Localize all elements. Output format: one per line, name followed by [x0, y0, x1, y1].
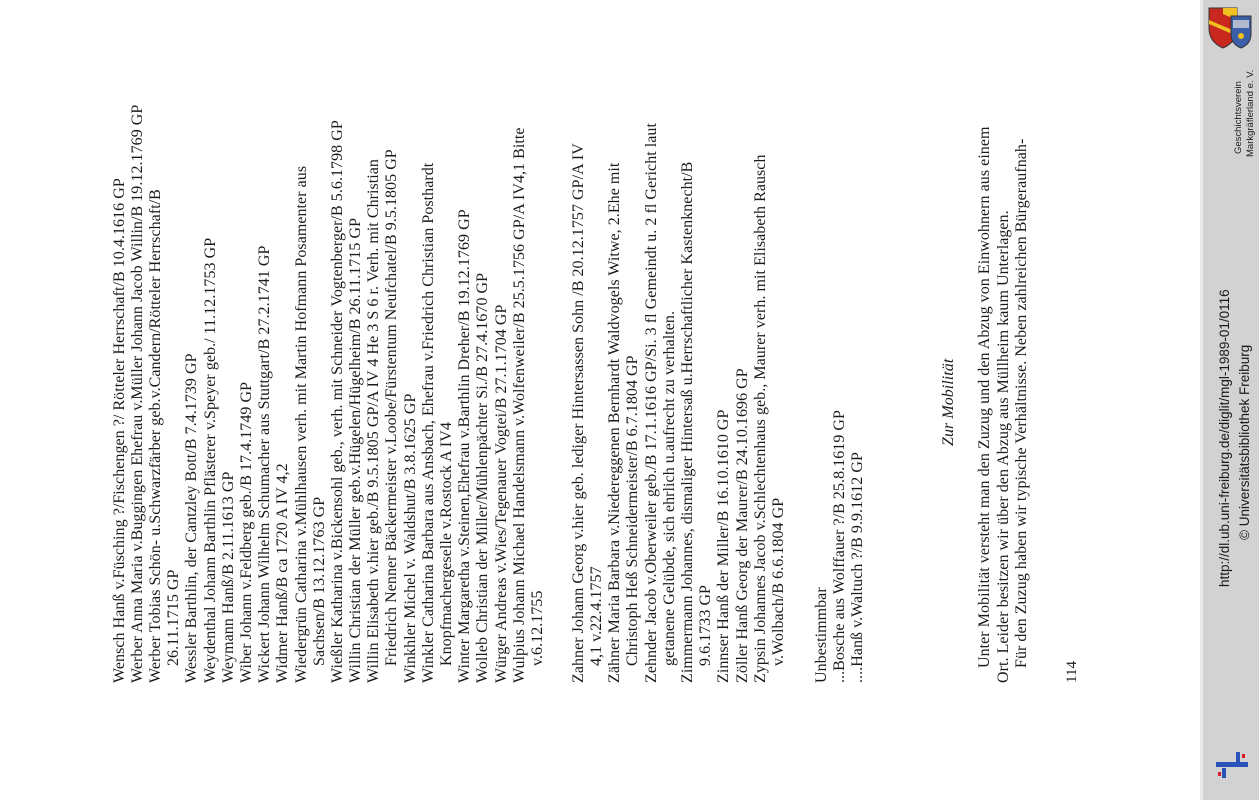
text-line: Werber Anna Maria v.Buggingen Ehefrau v.Müller Johann Jacob Willin/B 19.12.1769 GP [129, 104, 146, 683]
text-line: Wensch Hanß v.Füsching ?/Fischengen ?/ Rötteler Herrschaft/B 10.4.1616 GP [111, 178, 128, 683]
text-line: Weymann Hanß/B 2.11.1613 GP [220, 471, 237, 683]
text-line: Wiedergrün Catharina v.Mühlhausen verh. mit Martin Hofmann Posamenter aus [293, 165, 310, 683]
text-line: Weydenthal Johann Barthlin Pflästerer v.Speyer geb./ 11.12.1753 GP [202, 237, 219, 683]
text-line: Zahner Johann Georg v.hier geb. lediger Hintersassen Sohn /B 20.12.1757 GP/A IV [570, 143, 587, 683]
text-line: Winkhler Michel v. Waldshut/B 3.8.1625 GP [402, 393, 419, 683]
text-line: ...Bosche aus Wolffauer ?/B 25.8.1619 GP [831, 410, 848, 683]
text-line: getanene Gelübde, sich ehrlich u.aufrecht zu verhalten. [661, 310, 678, 666]
text-line: Werber Tobias Schön- u.Schwarzfärber geb.v.Candern/Rötteler Herrschaft/B [147, 189, 164, 683]
copyright-notice: © Universitätsbibliothek Freiburg [1237, 344, 1252, 540]
text-line: Wießler Katharina v.Bickensohl geb., verh. mit Schneider Vogtenberger/B 5.6.1798 GP [329, 120, 346, 683]
text-line: Knopfmachergeselle v.Rostock A IV4 [438, 422, 455, 666]
text-line: ....Hanß v.Waltuch ?/B 9.9.1612 GP [849, 452, 866, 683]
text-line: Würger Andreas v.Wies/Tegenauer Vogtei/B 27.1.1704 GP [493, 304, 510, 683]
text-line: 4,1 v.22.4.1757 [588, 566, 605, 666]
society-name-line1: Geschichtsverein [1233, 81, 1244, 154]
text-line: Willin Elisabeth v.hier geb./B 9.5.1805 GP/A IV 4 He 3 S 6 r. Verh. mit Christian [365, 159, 382, 683]
text-line: Winkler Catharina Barbara aus Ansbach, Ehefrau v.Friedrich Christian Posthardt [420, 162, 437, 683]
text-line: Unbestimmbar [813, 587, 830, 683]
text-line: Wiber Johann v.Feldberg geb./B 17.4.1749 GP [238, 381, 255, 683]
text-line: v.6.12.1755 [529, 590, 546, 666]
text-line: Sachsen/B 13.12.1763 GP [311, 496, 328, 666]
text-line: Widmer Hanß/B ca 1720 A IV 4,2 [274, 463, 291, 683]
text-line: Für den Zuzug haben wir typische Verhältnisse. Neben zahlreichen Bürgeraufnah- [1013, 138, 1030, 668]
text-line: Wessler Barthlin, der Cantzley Bott/B 7.4.1739 GP [183, 353, 200, 683]
text-line: Wolleb Christian der Miller/Mühlenpächter Si./B 27.4.1670 GP [474, 272, 491, 683]
text-line: 9.6.1733 GP [697, 584, 714, 666]
document-url[interactable]: http://dl.ub.uni-freiburg.de/diglit/mgl-1989-01/0116 [1217, 289, 1232, 587]
coat-of-arms-icon [1207, 6, 1253, 50]
text-line: Zimmermann Johannes, dismaliger Hintersaß u.Herrschaftlicher Kastenknecht/B [679, 161, 696, 683]
text-line: Willin Christian der Müller geb.v.Hügelen/Hügelheim/B 26.11.1715 GP [347, 217, 364, 683]
viewer-sidebar [1203, 0, 1259, 800]
text-line: Unter Mobilität versteht man den Zuzug und den Abzug von Einwohnern aus einem [976, 126, 993, 668]
text-line: Zähner Maria Barbara v.Niedereggenen Bernhardt Waldvogels Witwe, 2.Ehe mit [606, 162, 623, 683]
library-mark-icon [1212, 748, 1252, 782]
text-line: Wulpius Johann Michael Handelsmann v.Wolfenweiler/B 25.5.1756 GP/A IV4,1 Bitte [511, 127, 528, 683]
text-line: Zöller Hanß Georg der Maurer/B 24.10.1696 GP [734, 368, 751, 683]
text-line: Zehnder Jacob v.Oberweiler geb./B 17.1.1616 GP/Si. 3 fl Gemeindt u. 2 fl Gericht laut [643, 123, 660, 683]
text-line: Wickert Johann Wilhelm Schumacher aus Stuttgart/B 27.2.1741 GP [256, 245, 273, 683]
text-line: Zinnser Hanß der Miller/B 16.10.1610 GP [715, 409, 732, 683]
text-line: Winter Margaretha v.Steinen,Ehefrau v.Barthlin Dreher/B 19.12.1769 GP [456, 209, 473, 683]
text-line: Zypsin Johannes Jacob v.Schlechtenhaus geb., Maurer verh. mit Elisabeth Rausch [752, 154, 769, 683]
page-number: 114 [1064, 660, 1080, 683]
text-line: 26.11.1715 GP [165, 569, 182, 666]
text-line: Christoph Heß Schneidermeister/B 6.7.1804 GP [624, 355, 641, 666]
text-line: Friedrich Nenner Bäckermeister v.Loobe/Fürstentum Neufchatel/B 9.5.1805 GP [383, 149, 400, 666]
text-line: Ort. Leider besitzen wir über den Abzug aus Müllheim kaum Unterlagen. [995, 210, 1012, 683]
society-name-line2: Markgräflerland e. V. [1245, 69, 1256, 157]
section-heading: Zur Mobilität [940, 358, 957, 446]
text-line: v.Wolbach/B 6.6.1804 GP [770, 497, 787, 666]
